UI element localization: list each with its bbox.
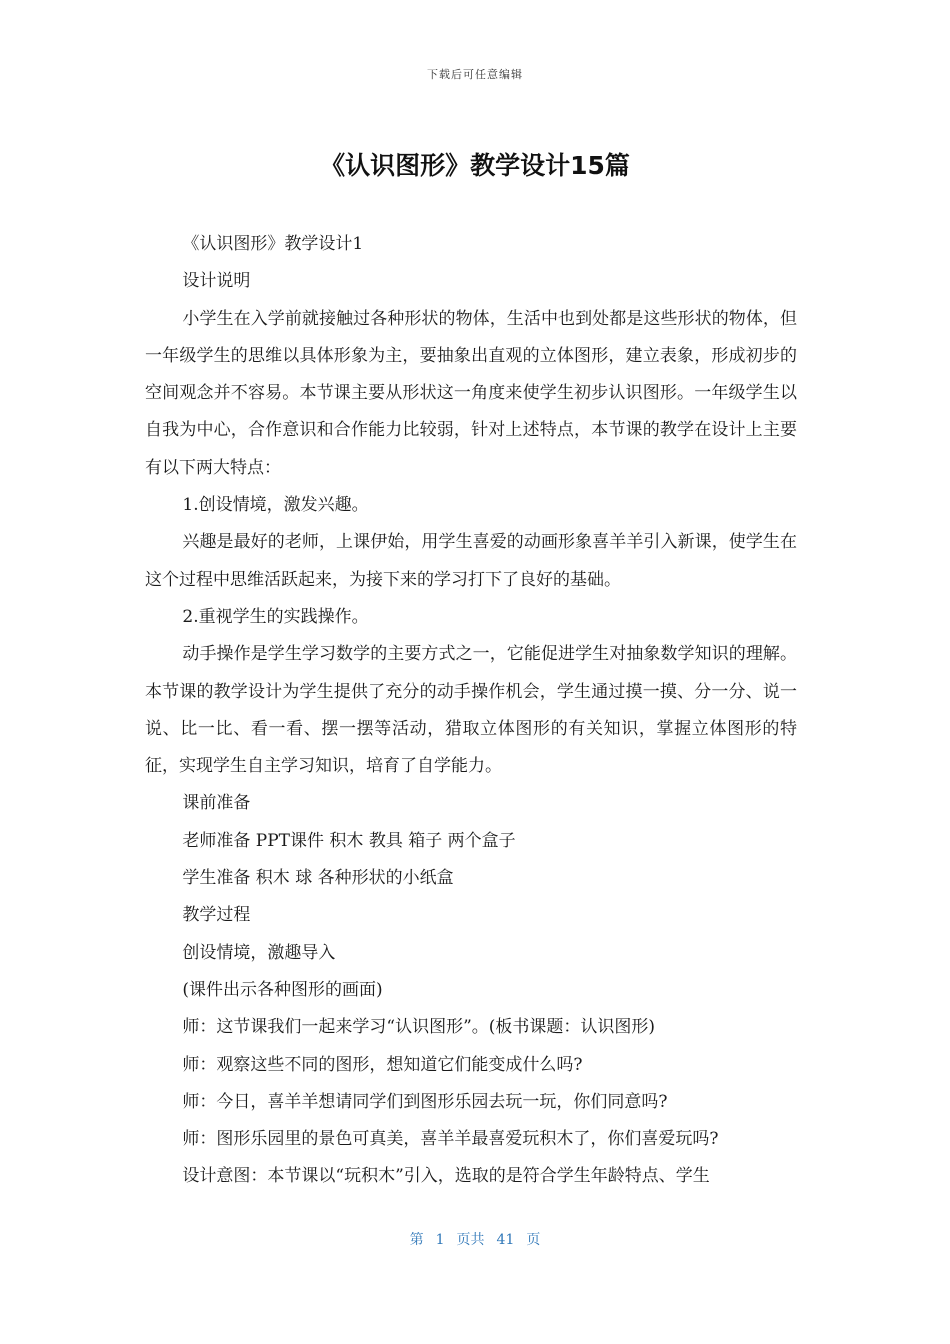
page-footer (0, 1229, 950, 1249)
list-item-point-2: 2.重视学生的实践操作。 (182, 606, 369, 627)
footer-page-number: 1 (435, 1232, 445, 1248)
paragraph: 动手操作是学生学习数学的主要方式之一，它能促进学生对抽象数学知识的理解。本节课的教学设计为学生提供了充分的动手操作机会，学生通过摸一摸、分一分、说一说、比一比、看一看、摆一摆等活动，猎取立体图形的有关知识，掌握立体图形的特征，实现学生自主学习知识，培育了自学能力。 (145, 644, 797, 777)
paragraph: 设计意图：本节课以“玩积木”引入，选取的是符合学生年龄特点、学生 (182, 1166, 710, 1187)
footer-middle: 页共 (456, 1232, 485, 1248)
section-heading: 《认识图形》教学设计1 (182, 234, 364, 254)
footer-total-pages: 41 (496, 1232, 515, 1248)
document-title: 《认识图形》教学设计15篇 (320, 151, 630, 180)
paragraph: 师：今日，喜羊羊想请同学们到图形乐园去玩一玩，你们同意吗? (182, 1091, 668, 1112)
footer-suffix: 页 (526, 1232, 541, 1248)
paragraph: 师：观察这些不同的图形，想知道它们能变成什么吗? (182, 1054, 583, 1075)
subheading-teaching-process: 教学过程 (182, 905, 251, 926)
page-header-note: 下载后可任意编辑 (427, 68, 523, 81)
footer-prefix: 第 (409, 1232, 424, 1248)
subheading-preparation: 课前准备 (182, 793, 251, 814)
paragraph: 学生准备 积木 球 各种形状的小纸盒 (182, 868, 454, 889)
paragraph: 兴趣是最好的老师，上课伊始，用学生喜爱的动画形象喜羊羊引入新课，使学生在这个过程中思维活跃起来，为接下来的学习打下了良好的基础。 (145, 532, 797, 590)
paragraph: 师：图形乐园里的景色可真美，喜羊羊最喜爱玩积木了，你们喜爱玩吗? (182, 1129, 719, 1150)
subheading-design-notes: 设计说明 (182, 271, 251, 292)
paragraph: 老师准备 PPT课件 积木 教具 箱子 两个盒子 (182, 830, 516, 851)
paragraph: 小学生在入学前就接触过各种形状的物体，生活中也到处都是这些形状的物体，但一年级学生的思维以具体形象为主，要抽象出直观的立体图形，建立表象，形成初步的空间观念并不容易。本节课主要从形状这一角度来使学生初步认识图形。一年级学生以自我为中心，合作意识和合作能力比较弱，针对上述特点，本节课的教学在设计上主要有以下两大特点： (145, 308, 797, 478)
list-item-point-1: 1.创设情境，激发兴趣。 (182, 495, 369, 516)
document-body (145, 226, 797, 1196)
paragraph: (课件出示各种图形的画面) (182, 979, 383, 1000)
paragraph: 师：这节课我们一起来学习“认识图形”。(板书课题：认识图形) (182, 1017, 656, 1038)
paragraph: 创设情境，激趣导入 (182, 942, 336, 963)
